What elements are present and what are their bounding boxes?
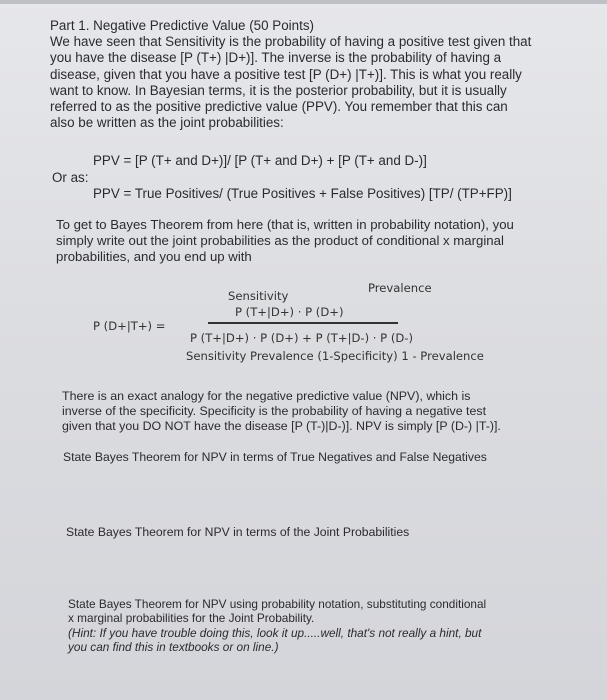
part1-line: you have the disease [P (T+) |D+)]. The inverse is the probability of having a: [50, 50, 502, 66]
bayes-intro-line: probabilities, and you end up with: [56, 249, 252, 264]
sensitivity-label: Sensitivity: [228, 289, 289, 303]
question-1: State Bayes Theorem for NPV in terms of True Negatives and False Negatives: [63, 450, 487, 464]
question-3-line: State Bayes Theorem for NPV using probability notation, substituting conditional: [68, 597, 487, 611]
question-3-line: x marginal probabilities for the Joint Probability.: [68, 611, 315, 626]
bayes-intro-line: To get to Bayes Theorem from here (that is, written in probability notation), you: [56, 217, 514, 232]
npv-line: inverse of the specificity. Specificity is the probability of having a negative test: [62, 404, 487, 418]
formula-numerator: P (T+|D+) · P (D+): [235, 305, 344, 319]
part1-title: Part 1. Negative Predictive Value (50 Points): [50, 18, 314, 33]
hint-line: you can find this in textbooks or on line.): [68, 640, 279, 655]
formula-under-labels: Sensitivity Prevalence (1-Specificity) 1 - Prevalence: [186, 349, 484, 363]
fraction-bar: [208, 322, 398, 324]
bayes-intro-line: simply write out the joint probabilities as the product of conditional x marginal: [56, 233, 504, 248]
formula-lhs: P (D+|T+) =: [93, 319, 166, 333]
part1-line: also be written as the joint probabilities:: [50, 115, 284, 131]
part1-line: referred to as the positive predictive value (PPV). You remember that this can: [50, 99, 508, 115]
ppv-joint-equation: PPV = [P (T+ and D+)]/ [P (T+ and D+) + [P (T+ and D-)]: [93, 153, 427, 168]
ppv-tp-equation: PPV = True Positives/ (True Positives + False Positives) [TP/ (TP+FP)]: [93, 186, 512, 201]
bayes-intro-section: [56, 217, 576, 265]
npv-section: [62, 389, 562, 434]
or-as-label: Or as:: [52, 170, 89, 185]
question-3: [68, 597, 548, 655]
npv-line: given that you DO NOT have the disease [P (T-)|D-)]. NPV is simply [P (D-) |T-)].: [62, 419, 501, 433]
part1-section: [50, 18, 570, 131]
formula-denominator: P (T+|D+) · P (D+) + P (T+|D-) · P (D-): [190, 331, 413, 345]
npv-line: There is an exact analogy for the negative predictive value (NPV), which is: [62, 389, 471, 403]
part1-line: disease, given that you have a positive test [P (D+) |T+)]. This is what you really: [50, 66, 522, 82]
prevalence-label: Prevalence: [368, 281, 432, 295]
question-2: State Bayes Theorem for NPV in terms of the Joint Probabilities: [66, 525, 410, 539]
part1-line: want to know. In Bayesian terms, it is the posterior probability, but it is usually: [50, 82, 507, 98]
part1-line: We have seen that Sensitivity is the probability of having a positive test given that: [50, 34, 532, 50]
hint-line: (Hint: If you have trouble doing this, look it up.....well, that's not really a hint, but: [68, 625, 482, 640]
